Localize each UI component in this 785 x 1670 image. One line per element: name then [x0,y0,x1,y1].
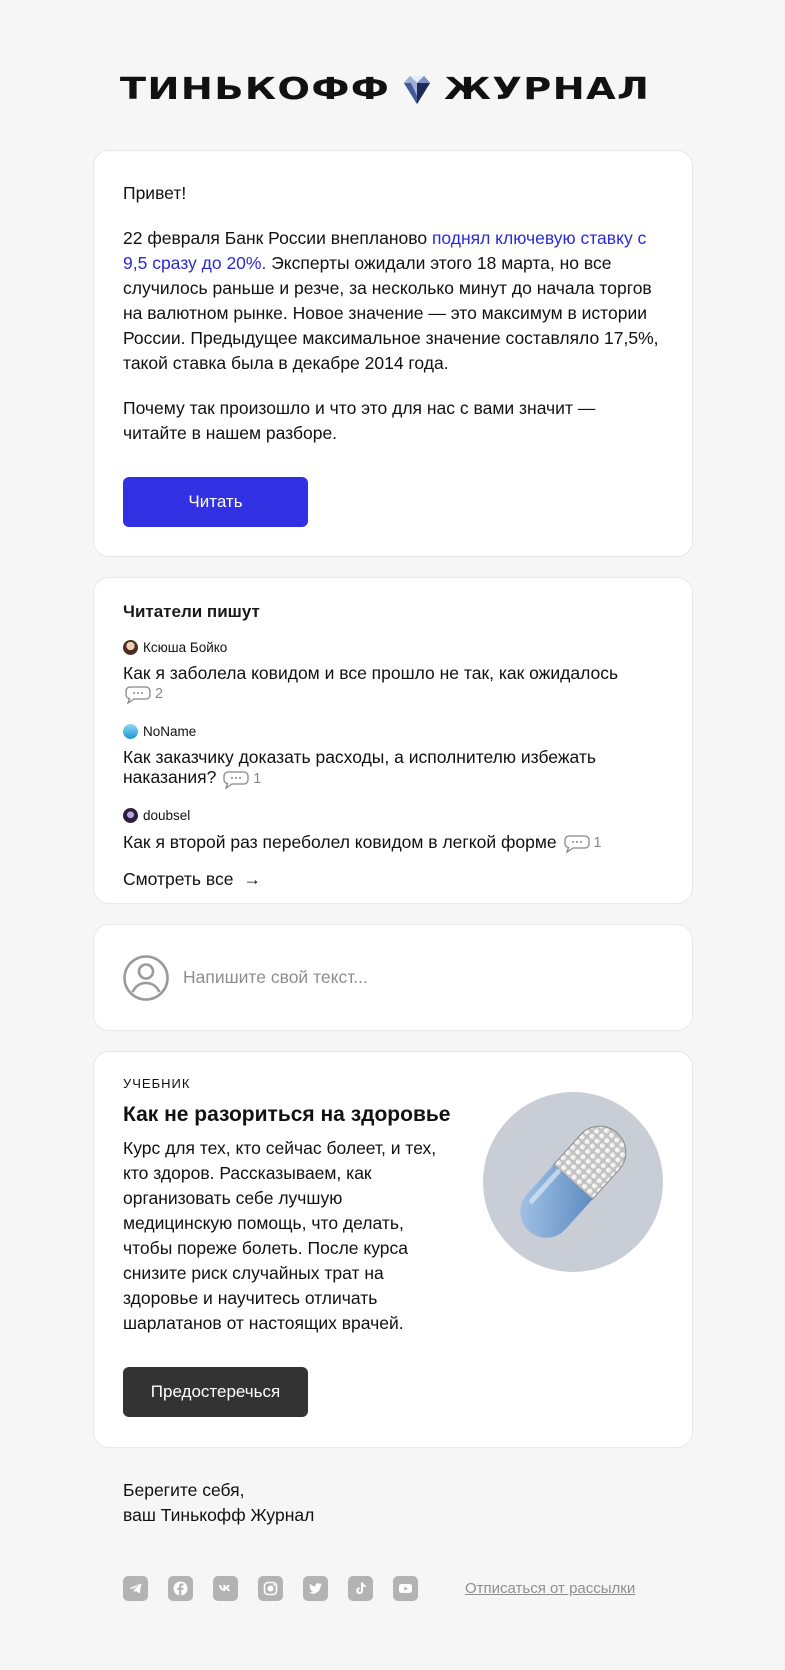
user-icon [123,955,169,1001]
avatar [123,724,138,739]
see-all-link[interactable] [123,869,663,890]
comment-count[interactable] [125,684,163,704]
course-card [93,1051,693,1448]
rate-link[interactable]: поднял ключевую ставку с 9,5 сразу до 20%. [123,228,647,273]
list-item[interactable] [123,723,663,788]
arrow-right-icon: → [243,869,261,890]
post-title[interactable] [123,832,663,853]
course-title[interactable]: Как не разориться на здоровье [123,1103,451,1126]
post-title[interactable] [123,747,663,788]
news-text-rest: Эксперты ожидали этого 18 марта, но все случилось раньше и резче, за несколько минут до начала торгов на валютном рынке. Новое значение — это максимум в истории России. Предыдущее максимальное значение составляло 17,5%, такой ставка была в декабре 2014 года. [123,253,659,373]
instagram-icon[interactable] [258,1576,283,1601]
enroll-button[interactable]: Предостеречься [123,1367,308,1417]
signoff [123,1478,314,1528]
post-author [123,639,663,655]
speech-bubble-icon [564,833,590,853]
post-title-text[interactable]: Как я заболела ковидом и все прошло не так, как ожидалось [123,663,619,683]
course-description: Курс для тех, кто сейчас болеет, и тех, кто здоров. Рассказываем, как организовать себе лучшую медицинскую помощь, что делать, чтобы пореже болеть. После курса снизите риск случайных трат на здоровье и научитесь отличать шарлатанов от настоящих врачей. [123,1138,437,1333]
article-card [93,150,693,557]
post-author [123,808,663,824]
comment-count[interactable] [223,769,261,789]
post-title-text[interactable]: Как заказчику доказать расходы, а исполнителю избежать наказания? [123,747,597,788]
pill-icon [483,1092,663,1272]
comment-count-value: 1 [593,835,602,852]
vk-icon[interactable] [213,1576,238,1601]
post-author [123,723,663,739]
greeting: Привет! [123,183,187,203]
post-title-text[interactable]: Как я второй раз переболел ковидом в легкой форме [123,831,557,852]
comment-count-value: 1 [253,770,262,787]
news-text-start: 22 февраля Банк России внепланово [123,228,432,248]
unsubscribe-link[interactable]: Отписаться от рассылки [465,1580,636,1597]
list-item[interactable] [123,808,663,853]
comment-input[interactable] [183,967,633,988]
logo[interactable] [0,74,785,106]
readers-title: Читатели пишут [123,602,260,621]
youtube-icon[interactable] [393,1576,418,1601]
post-title[interactable] [123,663,663,704]
author-name: doubsel [143,808,191,824]
comment-count-value: 2 [155,686,164,703]
logo-text-right: ЖУРНАЛ [444,72,651,107]
list-item[interactable] [123,639,663,704]
avatar [123,640,138,655]
facebook-icon[interactable] [168,1576,193,1601]
course-illustration [483,1092,663,1272]
signoff-line-1: Берегите себя, [123,1480,245,1500]
telegram-icon[interactable] [123,1576,148,1601]
avatar [123,808,138,823]
course-eyebrow: УЧЕБНИК [123,1076,191,1091]
footer [123,1576,693,1601]
compose-card [93,924,693,1031]
signoff-line-2: ваш Тинькофф Журнал [123,1505,315,1525]
readers-card [93,577,693,904]
news-paragraph [123,226,663,376]
comment-count[interactable] [564,833,602,853]
see-all-label: Смотреть все [123,869,234,890]
twitter-icon[interactable] [303,1576,328,1601]
speech-bubble-icon [125,684,151,704]
speech-bubble-icon [223,769,249,789]
author-name: NoName [143,723,197,739]
diamond-icon [398,74,436,106]
read-prompt: Почему так произошло и что это для нас с вами значит — читайте в нашем разборе. [123,398,596,443]
tiktok-icon[interactable] [348,1576,373,1601]
read-button[interactable]: Читать [123,477,308,527]
logo-text-left: ТИНЬКОФФ [120,72,391,107]
author-name: Ксюша Бойко [143,639,228,655]
